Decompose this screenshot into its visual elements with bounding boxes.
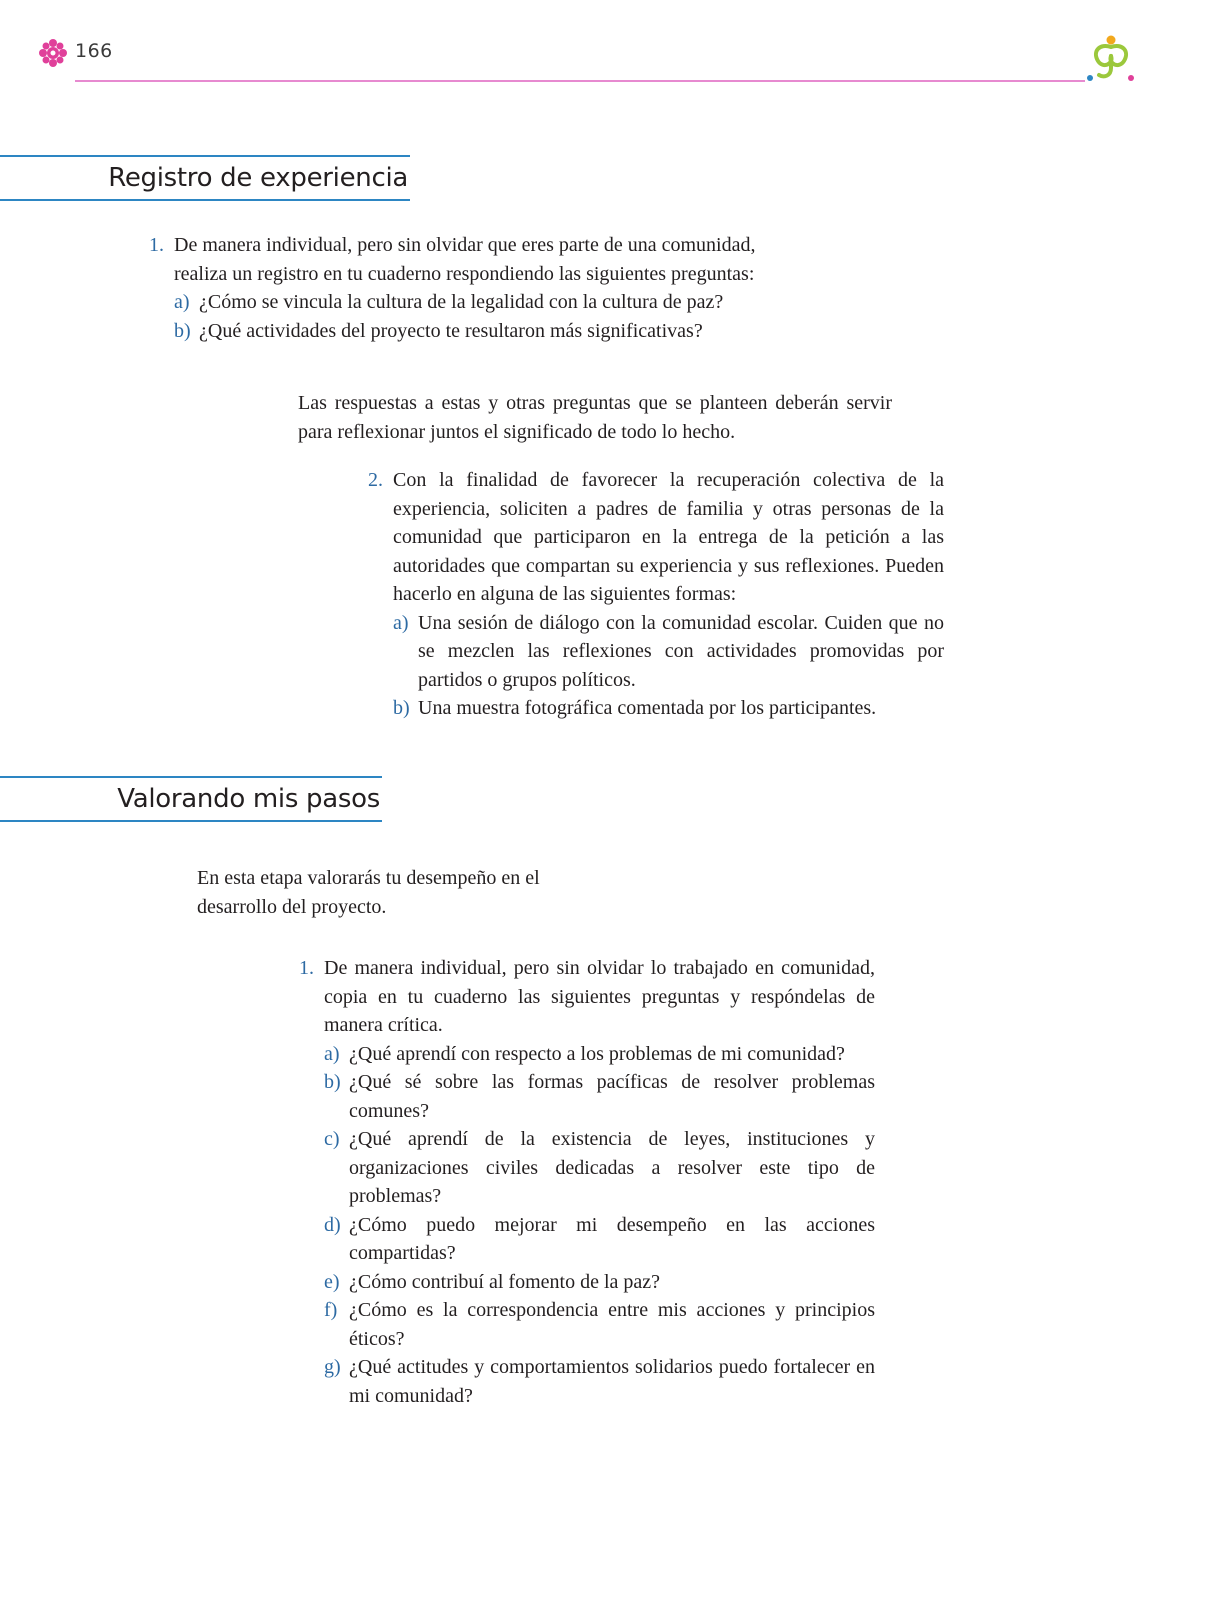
section1-item1 bbox=[149, 231, 765, 345]
subitem-text: ¿Qué actividades del proyecto te resultaron más significativas? bbox=[199, 319, 703, 342]
section-header-valorando bbox=[0, 776, 382, 822]
subitem-text: ¿Cómo puedo mejorar mi desempeño en las acciones compartidas? bbox=[349, 1213, 875, 1264]
paragraph-text: Las respuestas a estas y otras preguntas que se planteen deberán servir para reflexionar juntos el significado de todo lo hecho. bbox=[298, 392, 892, 443]
section-header-registro bbox=[0, 155, 410, 201]
item-number: 1. bbox=[299, 957, 314, 979]
section-title: Registro de experiencia bbox=[108, 163, 408, 193]
section2-intro bbox=[197, 864, 607, 921]
subitem-letter: f) bbox=[324, 1299, 338, 1321]
subitem-letter: a) bbox=[174, 291, 190, 313]
subitem-letter: a) bbox=[324, 1042, 340, 1065]
section1-paragraph bbox=[298, 389, 892, 446]
section-rule-bottom bbox=[0, 820, 382, 822]
item-text: Con la finalidad de favorecer la recuperación colectiva de la experiencia, soliciten a padres de familia y otras personas de la comunidad que participaron en la entrega de la petición a las autoridades que compartan su experiencia y sus reflexiones. Pueden hacerlo en alguna de las siguientes formas: bbox=[393, 469, 944, 605]
section-title: Valorando mis pasos bbox=[117, 784, 380, 814]
item-text: De manera individual, pero sin olvidar que eres parte de una comunidad, realiza un registro en tu cuaderno respondiendo las siguientes preguntas: bbox=[174, 234, 756, 285]
section-rule-top bbox=[0, 155, 410, 157]
section1-item2 bbox=[368, 466, 944, 723]
section2-item1 bbox=[299, 954, 875, 1410]
item-text: De manera individual, pero sin olvidar lo trabajado en comunidad, copia en tu cuaderno las siguientes preguntas y respóndelas de manera crítica. bbox=[324, 957, 875, 1036]
subitem-text: Una muestra fotográfica comentada por los participantes. bbox=[418, 697, 877, 719]
flower-ornament-icon bbox=[38, 38, 68, 68]
subitem-text: ¿Cómo se vincula la cultura de la legalidad con la cultura de paz? bbox=[199, 291, 724, 313]
subitem-text: ¿Cómo contribuí al fomento de la paz? bbox=[349, 1270, 661, 1293]
section-rule-top bbox=[0, 776, 382, 778]
item-number: 1. bbox=[149, 234, 164, 256]
subitem-letter: a) bbox=[393, 611, 409, 634]
subitem-text: ¿Cómo es la correspondencia entre mis acciones y principios éticos? bbox=[349, 1299, 875, 1350]
subitem-text: ¿Qué sé sobre las formas pacíficas de resolver problemas comunes? bbox=[349, 1071, 875, 1122]
subitem-text: ¿Qué aprendí con respecto a los problemas de mi comunidad? bbox=[349, 1042, 845, 1065]
subitem-letter: b) bbox=[393, 697, 410, 719]
subitem-letter: b) bbox=[174, 319, 191, 342]
subitem-text: Una sesión de diálogo con la comunidad escolar. Cuiden que no se mezclen las reflexiones con actividades promovidas por partidos o grupos políticos. bbox=[418, 611, 944, 691]
item-number: 2. bbox=[368, 469, 383, 491]
intro-text: En esta etapa valorarás tu desempeño en el desarrollo del proyecto. bbox=[197, 867, 540, 918]
subitem-letter: g) bbox=[324, 1356, 341, 1378]
subitem-text: ¿Qué aprendí de la existencia de leyes, instituciones y organizaciones civiles dedicadas a resolver este tipo de problemas? bbox=[349, 1128, 875, 1207]
sprout-logo-icon bbox=[1084, 34, 1140, 86]
subitem-letter: b) bbox=[324, 1071, 341, 1093]
subitem-letter: e) bbox=[324, 1270, 340, 1293]
subitem-letter: d) bbox=[324, 1213, 341, 1236]
page-number: 166 bbox=[75, 40, 113, 62]
subitem-text: ¿Qué actitudes y comportamientos solidarios puedo fortalecer en mi comunidad? bbox=[349, 1356, 875, 1407]
section-rule-bottom bbox=[0, 199, 410, 201]
subitem-letter: c) bbox=[324, 1128, 340, 1150]
header-rule bbox=[75, 80, 1085, 82]
